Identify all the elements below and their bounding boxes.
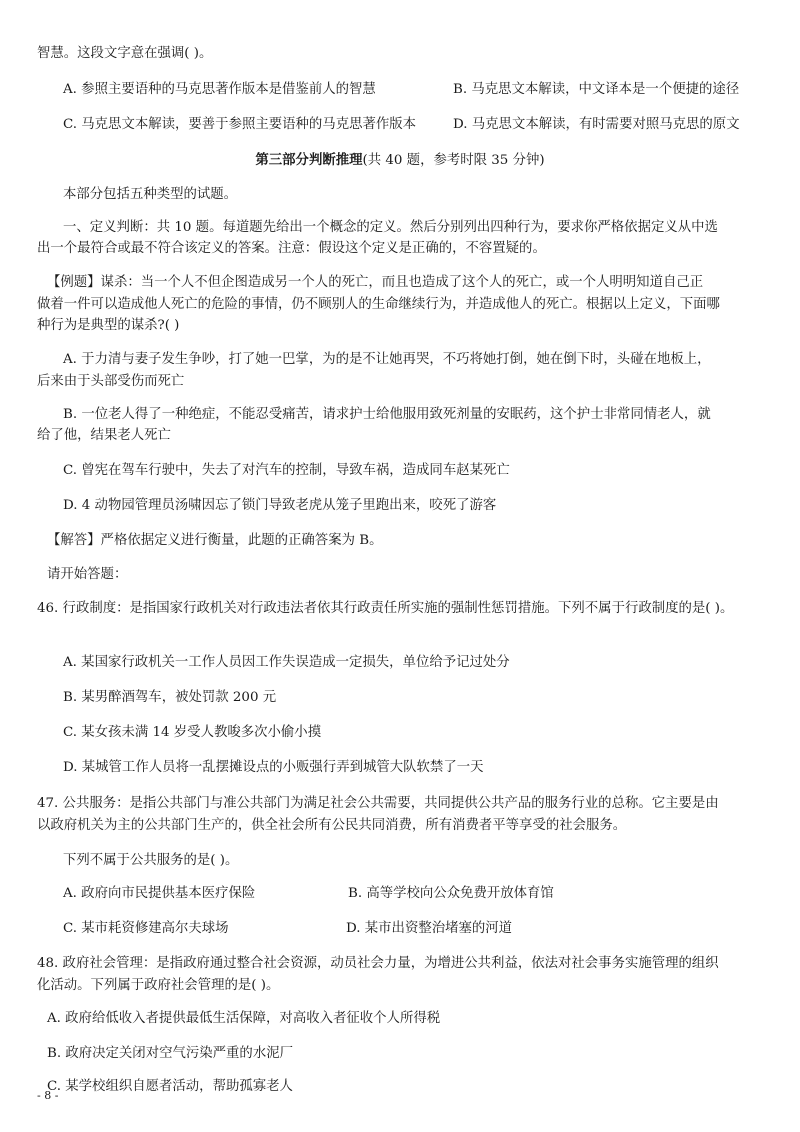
q46-option-b: B. 某男醉酒驾车，被处罚款 200 元 <box>63 690 277 705</box>
example-option-b-line2: 给了他，结果老人死亡 <box>37 428 171 443</box>
example-stem-line2: 做着一件可以造成他人死亡的危险的事情，仍不顾别人的生命继续行为，并造成他人的死亡。根据以上定义，下面哪 <box>37 297 720 312</box>
section-title-rest: (共 40 题，参考时限 35 分钟) <box>362 153 545 168</box>
prev-question-tail: 智慧。这段文字意在强调( )。 <box>37 46 213 61</box>
start-prompt: 请开始答题： <box>47 567 128 582</box>
section-title-bold: 第三部分判断推理 <box>255 152 363 168</box>
example-option-a-line1: A. 于力清与妻子发生争吵，打了她一巴掌，为的是不让她再哭，不巧将她打倒，她在倒下时，头碰在地板上， <box>63 352 711 367</box>
section-title <box>0 151 800 170</box>
prev-option-b: B. 马克思文本解读，中文译本是一个便捷的途径 <box>453 82 740 97</box>
prev-option-a: A. 参照主要语种的马克思著作版本是借鉴前人的智慧 <box>63 82 376 97</box>
q47-option-a: A. 政府向市民提供基本医疗保险 <box>63 886 256 901</box>
page-number: - 8 - <box>37 1089 59 1102</box>
example-stem-line3: 种行为是典型的谋杀?( ) <box>37 318 180 333</box>
q46-stem: 46. 行政制度：是指国家行政机关对行政违法者依其行政责任所实施的强制性惩罚措施。下列不属于行政制度的是( )。 <box>37 601 734 616</box>
q46-option-c: C. 某女孩未满 14 岁受人教唆多次小偷小摸 <box>63 725 322 740</box>
example-option-a-line2: 后来由于头部受伤而死亡 <box>37 374 185 389</box>
q47-option-b: B. 高等学校向公众免费开放体育馆 <box>348 886 554 901</box>
example-option-c: C. 曾宪在驾车行驶中，失去了对汽车的控制，导致车祸，造成同车赵某死亡 <box>63 463 510 478</box>
example-option-b-line1: B. 一位老人得了一种绝症，不能忍受痛苦，请求护士给他服用致死剂量的安眠药，这个护士非常同情老人，就 <box>63 407 711 422</box>
q48-stem-line1: 48. 政府社会管理：是指政府通过整合社会资源，动员社会力量，为增进公共利益，依法对社会事务实施管理的组织 <box>37 956 719 971</box>
q48-stem-line2: 化活动。下列属于政府社会管理的是( )。 <box>37 978 280 993</box>
definition-instructions-line1: 一、定义判断：共 10 题。每道题先给出一个概念的定义。然后分别列出四种行为，要求你严格依据定义从中选 <box>63 220 718 235</box>
q47-stem-line3: 下列不属于公共服务的是( )。 <box>63 853 239 868</box>
q48-option-c: C. 某学校组织自愿者活动，帮助孤寡老人 <box>47 1079 293 1094</box>
q47-option-c: C. 某市耗资修建高尔夫球场 <box>63 921 229 936</box>
q47-stem-line1: 47. 公共服务：是指公共部门与准公共部门为满足社会公共需要，共同提供公共产品的服务行业的总称。它主要是由 <box>37 796 719 811</box>
q46-option-d: D. 某城管工作人员将一乱摆摊设点的小贩强行弄到城管大队软禁了一天 <box>63 760 484 775</box>
q48-option-a: A. 政府给低收入者提供最低生活保障，对高收入者征收个人所得税 <box>47 1011 441 1026</box>
q48-option-b: B. 政府决定关闭对空气污染严重的水泥厂 <box>47 1046 293 1061</box>
q47-stem-line2: 以政府机关为主的公共部门生产的，供全社会所有公民共同消费，所有消费者平等享受的社会服务。 <box>37 818 627 833</box>
example-stem-line1: 【例题】谋杀：当一个人不但企图造成另一个人的死亡，而且也造成了这个人的死亡，或一个人明明知道自己正 <box>47 275 704 290</box>
prev-option-c: C. 马克思文本解读，要善于参照主要语种的马克思著作版本 <box>63 117 417 132</box>
q47-option-d: D. 某市出资整治堵塞的河道 <box>346 921 513 936</box>
prev-option-d: D. 马克思文本解读，有时需要对照马克思的原文 <box>453 117 740 132</box>
q46-option-a: A. 某国家行政机关一工作人员因工作失误造成一定损失，单位给予记过处分 <box>63 655 510 670</box>
example-option-d: D. 4 动物园管理员汤啸因忘了锁门导致老虎从笼子里跑出来，咬死了游客 <box>63 498 497 513</box>
example-answer: 【解答】严格依据定义进行衡量，此题的正确答案为 B。 <box>47 533 383 548</box>
definition-instructions-line2: 出一个最符合或最不符合该定义的答案。注意：假设这个定义是正确的，不容置疑的。 <box>37 241 546 256</box>
section-intro: 本部分包括五种类型的试题。 <box>63 187 238 202</box>
